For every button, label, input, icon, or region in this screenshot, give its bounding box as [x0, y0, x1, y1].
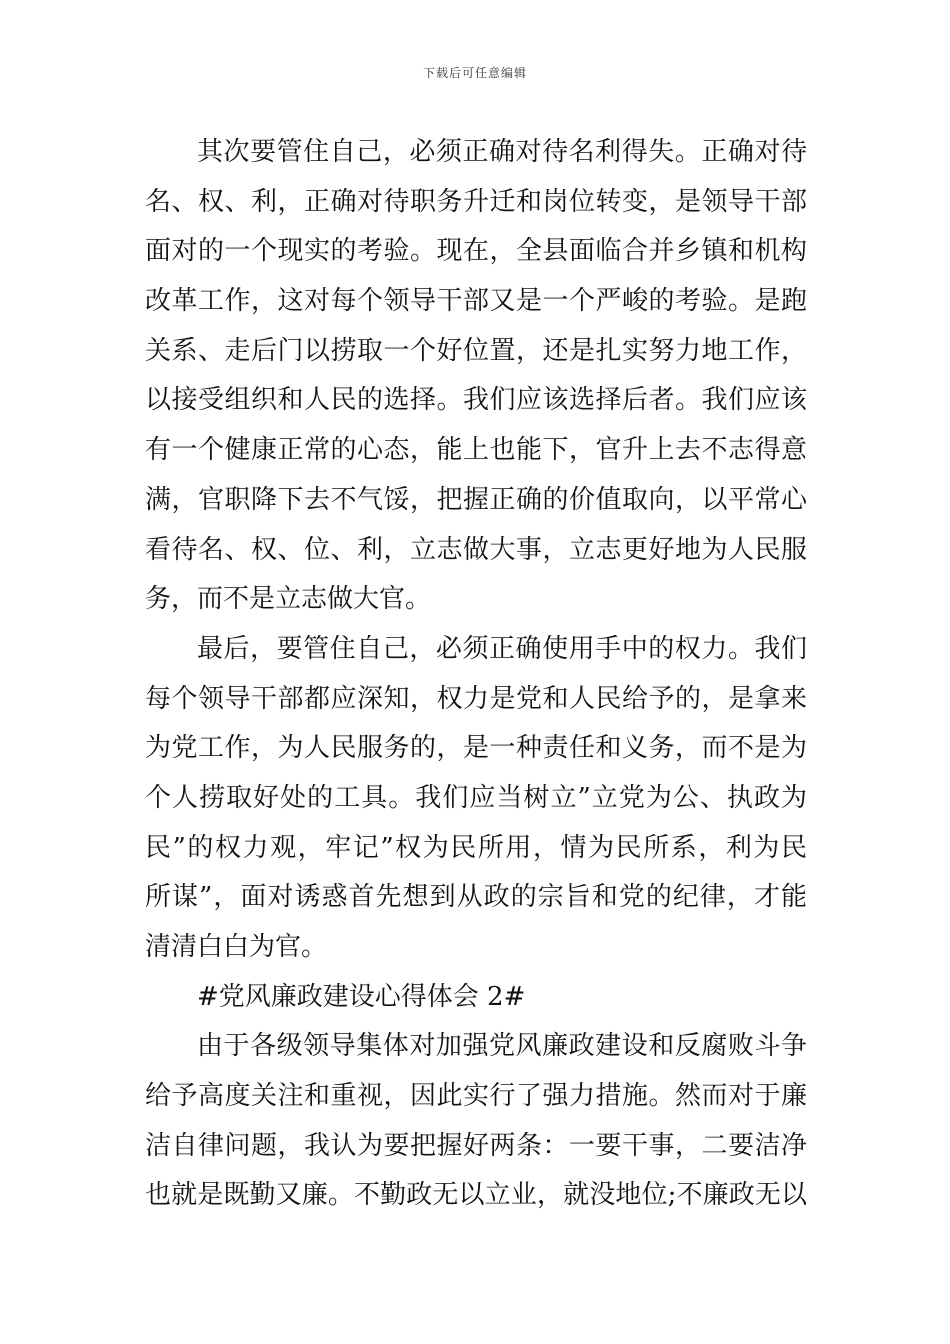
paragraph-line: 看待名、权、位、利，立志做大事，立志更好地为人民服	[145, 534, 807, 565]
paragraph-line: 民”的权力观，牢记”权为民所用，情为民所系，利为民	[145, 832, 807, 863]
download-note: 下载后可任意编辑	[422, 66, 527, 80]
paragraph-line: 关系、走后门以捞取一个好位置，还是扎实努力地工作，	[145, 335, 807, 366]
paragraph-line: 改革工作，这对每个领导干部又是一个严峻的考验。是跑	[145, 286, 807, 317]
paragraph-line: 个人捞取好处的工具。我们应当树立”立党为公、执政为	[145, 782, 807, 813]
paragraph-line: 洁自律问题，我认为要把握好两条：一要干事，二要洁净	[145, 1130, 807, 1161]
paragraph-line: 所谋”，面对诱惑首先想到从政的宗旨和党的纪律，才能	[145, 882, 807, 913]
paragraph-line: 由于各级领导集体对加强党风廉政建设和反腐败斗争	[197, 1031, 807, 1062]
paragraph-line: 清清白白为官。	[145, 932, 328, 962]
paragraph-line: 为党工作，为人民服务的，是一种责任和义务，而不是为	[145, 733, 807, 764]
paragraph-line: 有一个健康正常的心态，能上也能下，官升上去不志得意	[145, 435, 807, 466]
paragraph-line: 给予高度关注和重视，因此实行了强力措施。然而对于廉	[145, 1081, 807, 1112]
paragraph-line: 满，官职降下去不气馁，把握正确的价值取向，以平常心	[145, 484, 807, 515]
paragraph-line: 也就是既勤又廉。不勤政无以立业，就没地位;不廉政无以	[145, 1180, 807, 1211]
paragraph-line: 最后，要管住自己，必须正确使用手中的权力。我们	[197, 633, 807, 664]
paragraph-line: 其次要管住自己，必须正确对待名利得失。正确对待	[197, 137, 807, 167]
document-body	[145, 128, 807, 1221]
paragraph-line: 务，而不是立志做大官。	[145, 584, 432, 615]
paragraph-line: 每个领导干部都应深知，权力是党和人民给予的，是拿来	[145, 683, 807, 714]
paragraph-line: 名、权、利，正确对待职务升迁和岗位转变，是领导干部	[145, 186, 807, 217]
paragraph-line: 以接受组织和人民的选择。我们应该选择后者。我们应该	[145, 385, 807, 416]
section-heading: #党风廉政建设心得体会 2#	[197, 981, 526, 1012]
paragraph-line: 面对的一个现实的考验。现在，全县面临合并乡镇和机构	[145, 236, 807, 267]
